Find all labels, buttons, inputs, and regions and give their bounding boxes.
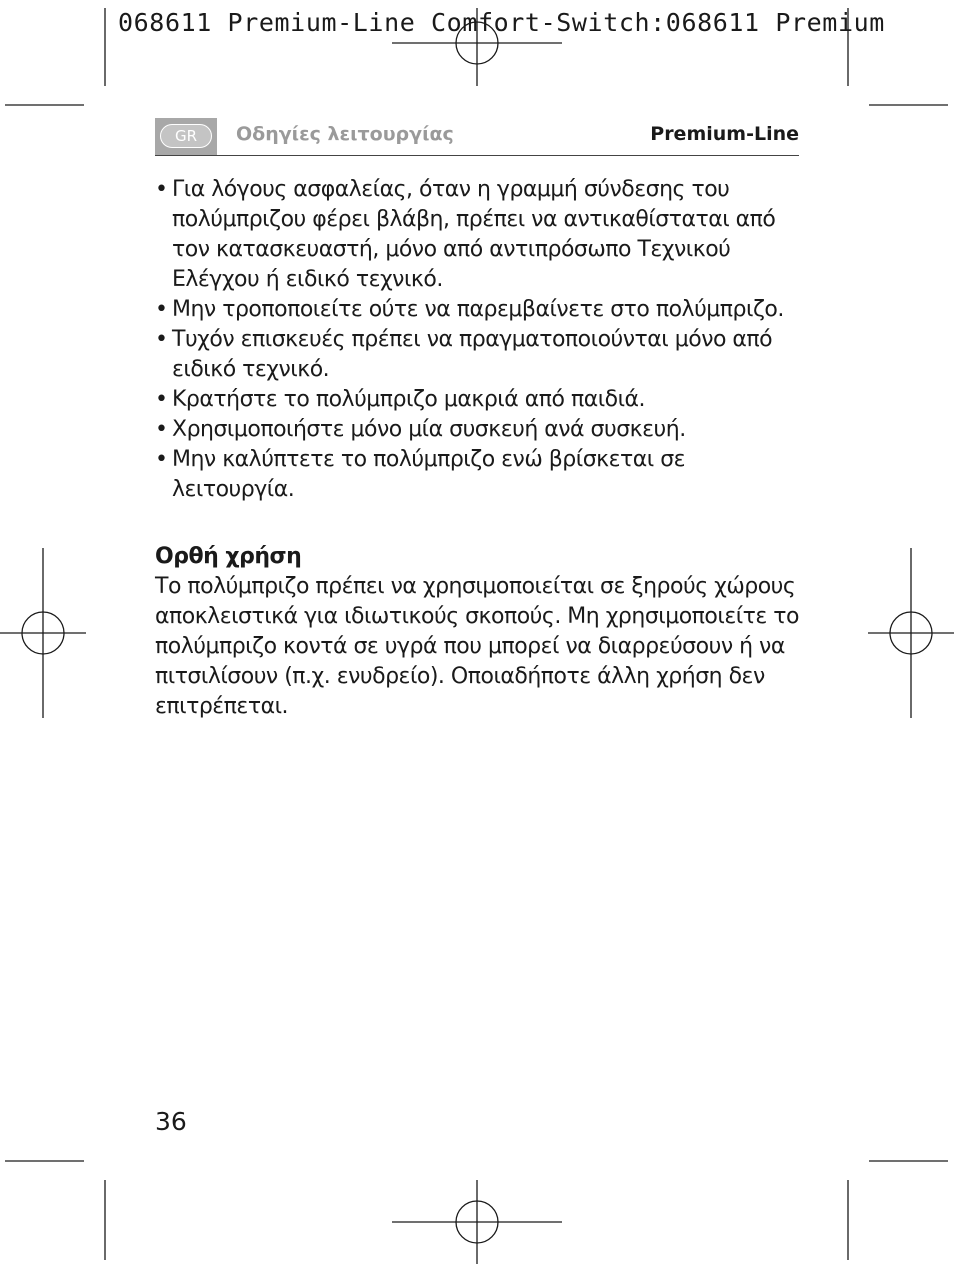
- brand-name: Premium-Line: [650, 123, 799, 145]
- registration-mark-top: [392, 8, 562, 86]
- proper-use-paragraph: Το πολύμπριζο πρέπει να χρησιμοποιείται σε ξηρούς χώρους αποκλειστικά για ιδιωτικούς σκοπούς. Μη χρησιμοποιείτε το πολύμπριζο κοντά σε υγρά που μπορεί να διαρρεύσουν ή να πιτσιλίσουν (π.χ. ενυδρείο). Οποιαδήποτε άλλη χρήση δεν επιτρέπεται.: [155, 574, 800, 719]
- list-item: • Μην τροποποιείτε ούτε να παρεμβαίνετε στο πολύμπριζο.: [155, 295, 805, 325]
- crop-mark-bottom-right: [848, 1161, 948, 1260]
- list-item: • Τυχόν επισκευές πρέπει να πραγματοποιούνται μόνο από ειδικό τεχνικό.: [155, 325, 805, 385]
- crop-mark-bottom-left: [5, 1161, 105, 1260]
- list-item: • Για λόγους ασφαλείας, όταν η γραμμή σύνδεσης του πολύμπριζου φέρει βλάβη, πρέπει να αντικαθίσταται από τον κατασκευαστή, μόνο από αντιπρόσωπο Τεχνικού Ελέγχου ή ειδικό τεχνικό.: [155, 175, 805, 295]
- list-item: • Χρησιμοποιήστε μόνο μία συσκευή ανά συσκευή.: [155, 415, 805, 445]
- registration-mark-bottom: [392, 1180, 562, 1264]
- crop-mark-top-right: [848, 8, 948, 105]
- registration-mark-right: [868, 548, 954, 718]
- list-item: • Μην καλύπτετε το πολύμπριζο ενώ βρίσκεται σε λειτουργία.: [155, 445, 805, 505]
- language-code: GR: [160, 124, 212, 148]
- page-number: 36: [155, 1107, 187, 1136]
- list-item: • Κρατήστε το πολύμπριζο μακριά από παιδιά.: [155, 385, 805, 415]
- proper-use-heading: Ορθή χρήση: [155, 544, 302, 569]
- print-slug-line: 068611 Premium-Line Comfort-Switch:068611 Premium: [118, 8, 885, 37]
- section-title: Οδηγίες λειτουργίας: [236, 123, 454, 145]
- crop-mark-top-left: [5, 8, 105, 105]
- registration-mark-left: [0, 548, 86, 718]
